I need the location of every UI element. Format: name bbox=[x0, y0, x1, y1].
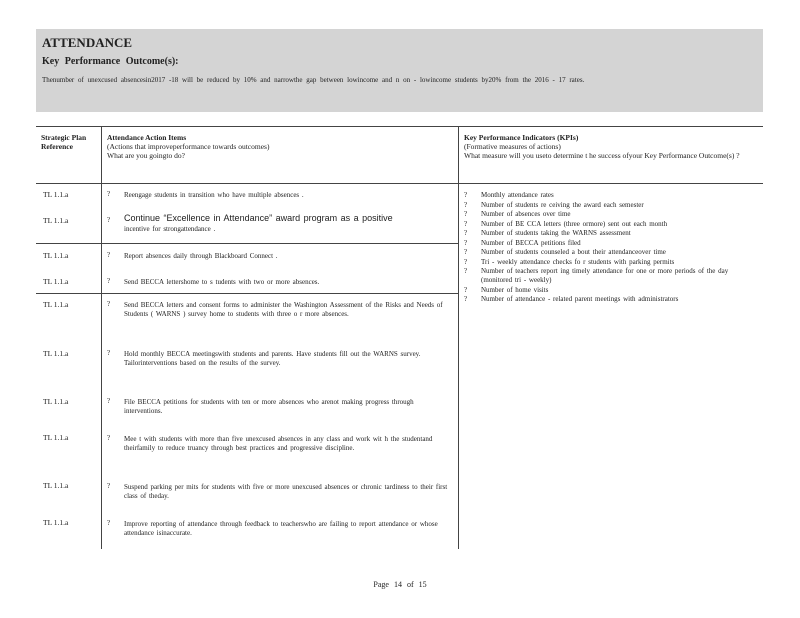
kpi-item bbox=[464, 191, 749, 200]
kpi-text: Number of students counseled a bout their attendanceover time bbox=[481, 248, 666, 256]
kpi-item bbox=[464, 286, 749, 295]
kpi-bullet: ? bbox=[464, 267, 468, 275]
kpi-text: Number of BECCA petitions filed bbox=[481, 238, 581, 247]
row-5-bullet: ? bbox=[107, 300, 111, 308]
kpi-text: Number of absences over time bbox=[481, 210, 571, 218]
kpi-text: Number of BE CCA letters (three ormore) sent out each month bbox=[481, 219, 668, 228]
kpi-bullet: ? bbox=[464, 219, 468, 228]
kpi-item bbox=[464, 229, 749, 238]
kpi-text: Number of teachers report ing timely attendance for one or more periods of the day (monitored tri - weekly) bbox=[481, 267, 729, 284]
row-4-bullet: ? bbox=[107, 277, 111, 285]
kpi-text: Monthly attendance rates bbox=[481, 191, 554, 199]
kpi-item bbox=[464, 220, 749, 229]
row-10-action: Improve reporting of attendance through feedback to teacherswho are failing to report attendance or whose attendance isinaccurate. bbox=[124, 520, 438, 537]
kpi-bullet: ? bbox=[464, 238, 468, 247]
kpi-column-header bbox=[464, 133, 749, 160]
row-group-divider-1 bbox=[36, 243, 458, 244]
kpi-item bbox=[464, 295, 749, 304]
row-7-ref: TL 1.1.a bbox=[43, 397, 69, 406]
row-1-action: Reengage students in transition who have multiple absences . bbox=[124, 191, 304, 199]
ref-header-text: Strategic Plan Reference bbox=[41, 133, 87, 151]
row-6-action: Hold monthly BECCA meetingswith students and parents. Have students fill out the WARNS survey. Tailorinterventions based on the results of the survey. bbox=[124, 350, 421, 367]
kpi-bullet: ? bbox=[464, 257, 468, 266]
row-group-divider-2 bbox=[36, 293, 458, 294]
row-10-bullet: ? bbox=[107, 519, 111, 527]
row-7-action: File BECCA petitions for students with ten or more absences who arenot making progress through interventions. bbox=[124, 398, 414, 415]
kpi-bullet: ? bbox=[464, 210, 468, 218]
row-4-ref: TL 1.1.a bbox=[43, 277, 69, 286]
section-title: ATTENDANCE bbox=[42, 35, 133, 50]
kpo-label: Key Performance Outcome(s): bbox=[42, 56, 179, 67]
row-2-bullet: ? bbox=[107, 216, 111, 224]
row-3-ref: TL 1.1.a bbox=[43, 251, 69, 260]
kpi-text: Number of attendance - related parent meetings with administrators bbox=[481, 295, 679, 303]
kpi-item bbox=[464, 239, 749, 248]
row-9-bullet: ? bbox=[107, 482, 111, 490]
kpi-bullet: ? bbox=[464, 229, 468, 237]
row-8-action: Mee t with students with more than five unexcused absences in any class and work wit h the studentand theirfamily to reduce truancy through best practices and progressive discipline. bbox=[124, 435, 433, 452]
kpi-text: Number of students taking the WARNS assessment bbox=[481, 229, 631, 237]
kpi-list bbox=[464, 191, 749, 305]
row-6-bullet: ? bbox=[107, 349, 111, 357]
kpi-item bbox=[464, 210, 749, 219]
kpi-bullet: ? bbox=[464, 285, 468, 294]
row-9-action: Suspend parking per mits for students with five or more unexcused absences or chronic tardiness to their first class of theday. bbox=[124, 483, 448, 500]
outcome-statement: Thenumber of unexcused absencesin2017 -18 will be reduced by 10% and narrowthe gap between lowincome and n on - lowincome students by20% from the 2016 - 17 rates. bbox=[42, 76, 585, 84]
kpi-item bbox=[464, 267, 749, 285]
action-header-sub2: What are you goingto do? bbox=[107, 151, 185, 160]
row-4-action: Send BECCA lettershome to s tudents with two or more absences. bbox=[124, 278, 320, 286]
kpi-bullet: ? bbox=[464, 295, 468, 303]
row-2-action-line1: Continue “Excellence in Attendance” award program as a positive bbox=[124, 213, 393, 223]
column-divider-2 bbox=[458, 126, 459, 549]
page-number: Page 14 of 15 bbox=[373, 580, 427, 589]
kpi-text: Tri - weekly attendance checks fo r students with parking permits bbox=[481, 257, 675, 266]
kpi-header-sub1: (Formative measures of actions) bbox=[464, 142, 561, 151]
row-2-action-line2: incentive for strongattendance . bbox=[124, 225, 216, 233]
row-9-ref: TL 1.1.a bbox=[43, 481, 69, 490]
kpi-header-sub2: What measure will you useto determine t he success ofyour Key Performance Outcome(s) ? bbox=[464, 151, 740, 160]
kpi-text: Number of students re ceiving the award each semester bbox=[481, 200, 644, 209]
row-3-bullet: ? bbox=[107, 251, 111, 259]
table-top-border bbox=[36, 126, 763, 127]
action-header-sub1: (Actions that improveperformance towards outcomes) bbox=[107, 142, 270, 151]
kpi-bullet: ? bbox=[464, 191, 468, 199]
section-header bbox=[36, 29, 763, 112]
row-5-ref: TL 1.1.a bbox=[43, 300, 69, 309]
kpi-item bbox=[464, 258, 749, 267]
row-1-ref: TL 1.1.a bbox=[43, 190, 69, 199]
row-6-ref: TL 1.1.a bbox=[43, 349, 69, 358]
row-7-bullet: ? bbox=[107, 397, 111, 405]
row-2-ref: TL 1.1.a bbox=[43, 216, 69, 225]
action-column-header bbox=[107, 133, 452, 160]
row-10-ref: TL 1.1.a bbox=[43, 518, 69, 527]
kpi-bullet: ? bbox=[464, 248, 468, 256]
action-header-title: Attendance Action Items bbox=[107, 133, 187, 142]
kpi-header-title: Key Performance Indicators (KPIs) bbox=[464, 133, 579, 142]
kpi-text: Number of home visits bbox=[481, 285, 549, 294]
row-1-bullet: ? bbox=[107, 190, 111, 198]
row-8-ref: TL 1.1.a bbox=[43, 433, 69, 442]
column-divider-1 bbox=[101, 126, 102, 549]
row-2-action bbox=[124, 213, 452, 235]
kpi-item bbox=[464, 248, 749, 257]
header-divider bbox=[36, 183, 763, 184]
kpi-item bbox=[464, 201, 749, 210]
row-8-bullet: ? bbox=[107, 434, 111, 442]
kpi-bullet: ? bbox=[464, 200, 468, 209]
ref-column-header bbox=[41, 133, 96, 151]
row-5-action: Send BECCA letters and consent forms to administer the Washington Assessment of the Risks and Needs of Students ( WARNS ) survey home to students with three o r more absences. bbox=[124, 301, 443, 318]
row-3-action: Report absences daily through Blackboard Connect . bbox=[124, 252, 278, 260]
